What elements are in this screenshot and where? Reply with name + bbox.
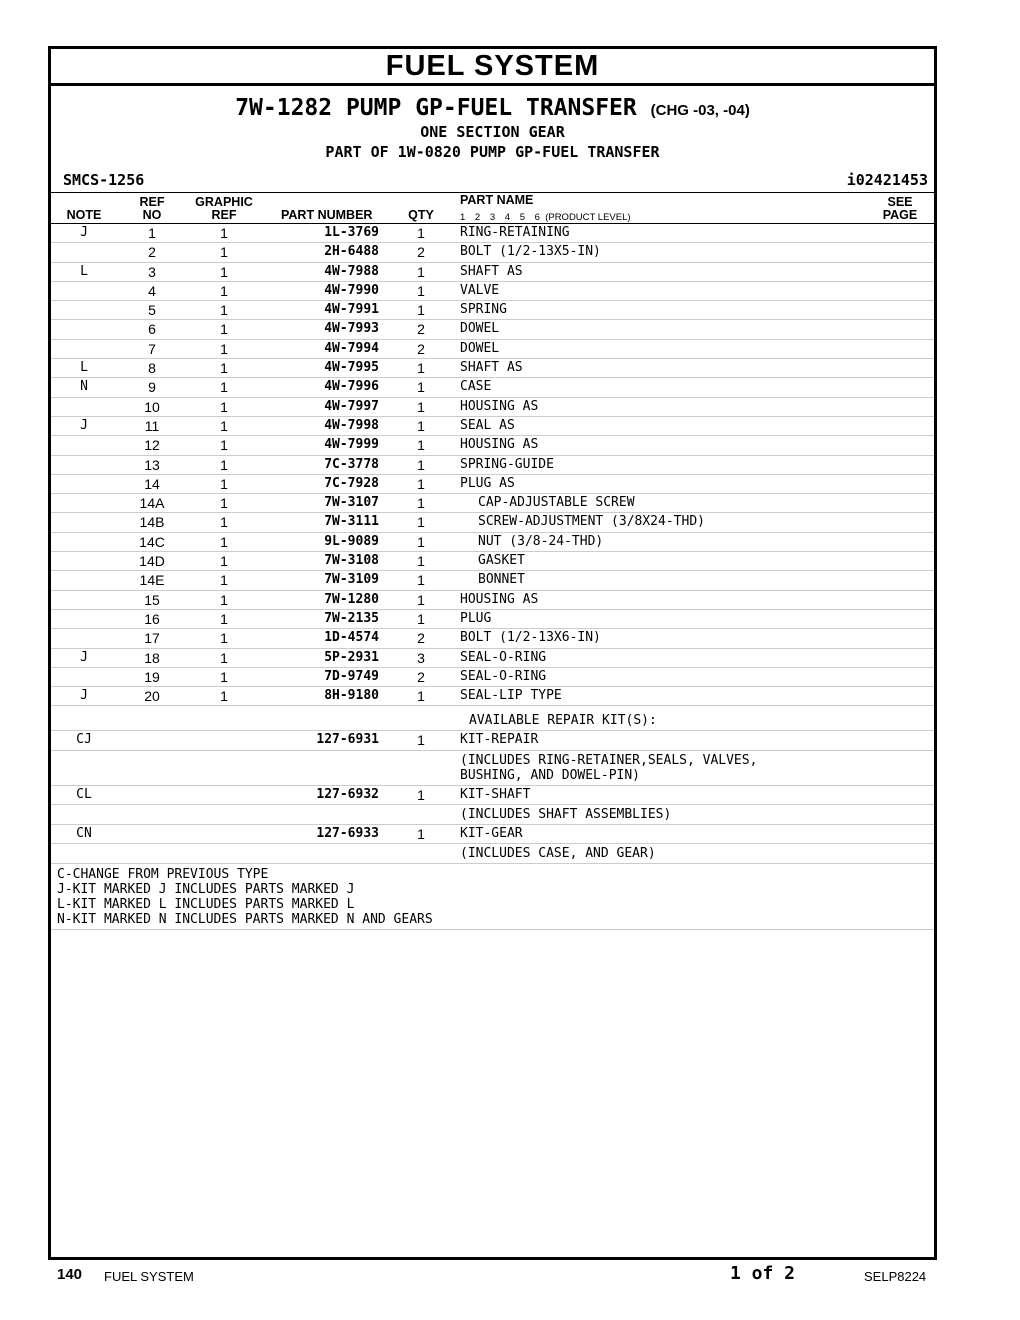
kits-heading: AVAILABLE REPAIR KIT(S): [469, 713, 657, 729]
ref-no-cell: 17 [144, 630, 160, 647]
graphic-ref-cell: 1 [220, 668, 228, 685]
part-name-cell: PLUG AS [460, 475, 515, 491]
table-row [51, 571, 934, 590]
footnote: L-KIT MARKED L INCLUDES PARTS MARKED L [57, 897, 355, 913]
kits-heading-row [51, 706, 934, 731]
qty-cell: 2 [417, 340, 425, 357]
qty-cell: 1 [417, 553, 425, 570]
part-number-cell: 4W-7996 [324, 379, 379, 395]
part-number-cell: 4W-7990 [324, 282, 379, 298]
kit-row [51, 786, 934, 805]
part-number-cell: 8H-9180 [324, 688, 379, 704]
doc-id: i02421453 [846, 171, 928, 189]
kit-description [460, 753, 757, 783]
part-name-cell: SPRING-GUIDE [460, 456, 554, 472]
qty-cell: 1 [417, 379, 425, 396]
graphic-ref-cell: 1 [220, 282, 228, 299]
header-see-page [880, 196, 920, 222]
part-number-cell: 5P-2931 [324, 649, 379, 665]
part-number-cell: 7C-7928 [324, 475, 379, 491]
part-name-cell: VALVE [460, 282, 500, 298]
doc-code: SELP8224 [864, 1269, 927, 1284]
header-graphic-ref [187, 196, 261, 222]
smcs-code: SMCS-1256 [63, 171, 145, 189]
qty-cell: 2 [417, 244, 425, 261]
table-row [51, 668, 934, 687]
qty-cell: 1 [417, 826, 425, 843]
part-name-cell: CASE [460, 379, 492, 395]
qty-cell: 1 [417, 282, 425, 299]
graphic-ref-cell: 1 [220, 244, 228, 261]
graphic-ref-cell: 1 [220, 475, 228, 492]
header-part-name: PART NAME [460, 193, 534, 207]
graphic-ref-cell: 1 [220, 688, 228, 705]
part-name-cell: CAP-ADJUSTABLE SCREW [478, 495, 635, 511]
part-number-cell: 4W-7995 [324, 360, 379, 376]
part-number-cell: 4W-7999 [324, 437, 379, 453]
note-cell: CN [76, 826, 92, 842]
part-number-cell: 1D-4574 [324, 630, 379, 646]
note-cell: J [80, 417, 88, 433]
page-number: 140 [57, 1266, 83, 1283]
kit-description-line: (INCLUDES RING-RETAINER,SEALS, VALVES, [460, 752, 758, 768]
ref-no-cell: 14 [144, 475, 160, 492]
kit-description-line: BUSHING, AND DOWEL-PIN) [460, 767, 641, 783]
part-name-cell: BOLT (1/2-13X6-IN) [460, 630, 601, 646]
table-row [51, 552, 934, 571]
footnotes [51, 864, 934, 930]
ref-no-cell: 14D [139, 553, 165, 570]
table-row [51, 456, 934, 475]
table-row [51, 340, 934, 359]
graphic-ref-cell: 1 [220, 302, 228, 319]
kit-description-row [51, 844, 934, 864]
qty-cell: 1 [417, 225, 425, 241]
part-number-cell: 7W-3109 [324, 572, 379, 588]
table-row [51, 417, 934, 436]
table-row [51, 591, 934, 610]
part-number-cell: 7D-9749 [324, 668, 379, 684]
part-name-cell: HOUSING AS [460, 591, 539, 607]
kit-row [51, 731, 934, 750]
ref-no-cell: 19 [144, 668, 160, 685]
ref-no-cell: 9 [148, 379, 156, 396]
part-name-cell: KIT-REPAIR [460, 732, 539, 748]
subtitle-1: ONE SECTION GEAR [420, 123, 565, 141]
ref-no-cell: 13 [144, 456, 160, 473]
header-part-number: PART NUMBER [281, 208, 373, 222]
kit-description-row [51, 805, 934, 825]
ref-no-cell: 5 [148, 302, 156, 319]
qty-cell: 1 [417, 610, 425, 627]
table-row [51, 513, 934, 532]
ref-no-cell: 14C [139, 533, 165, 550]
part-number-cell: 7W-3107 [324, 495, 379, 511]
header-ref-no [117, 196, 187, 222]
part-number-cell: 7W-3111 [324, 514, 379, 530]
note-cell: L [80, 360, 88, 376]
qty-cell: 1 [417, 591, 425, 608]
part-number-cell: 4W-7997 [324, 398, 379, 414]
ref-no-cell: 6 [148, 321, 156, 338]
graphic-ref-cell: 1 [220, 533, 228, 550]
table-row [51, 378, 934, 397]
part-number-cell: 7W-3108 [324, 553, 379, 569]
note-cell: CJ [76, 732, 92, 748]
graphic-ref-cell: 1 [220, 456, 228, 473]
part-name-cell: HOUSING AS [460, 398, 539, 414]
kit-description-line: (INCLUDES CASE, AND GEAR) [460, 846, 656, 862]
graphic-ref-cell: 1 [220, 553, 228, 570]
qty-cell: 2 [417, 630, 425, 647]
smcs-row [51, 168, 934, 192]
page-of: 1 of 2 [730, 1263, 796, 1284]
qty-cell: 1 [417, 456, 425, 473]
ref-no-cell: 4 [148, 282, 156, 299]
table-row [51, 436, 934, 455]
qty-cell: 2 [417, 668, 425, 685]
kit-description-line: (INCLUDES SHAFT ASSEMBLIES) [460, 807, 672, 823]
ref-no-cell: 2 [148, 244, 156, 261]
header-graphic-ref-line1: GRAPHIC [195, 195, 253, 209]
graphic-ref-cell: 1 [220, 591, 228, 608]
footnote: C-CHANGE FROM PREVIOUS TYPE [57, 867, 269, 883]
part-name-cell: DOWEL [460, 340, 500, 356]
graphic-ref-cell: 1 [220, 379, 228, 396]
graphic-ref-cell: 1 [220, 340, 228, 357]
header-note: NOTE [66, 208, 102, 222]
qty-cell: 1 [417, 302, 425, 319]
qty-cell: 1 [417, 263, 425, 280]
subtitle-2: PART OF 1W-0820 PUMP GP-FUEL TRANSFER [325, 143, 660, 161]
graphic-ref-cell: 1 [220, 417, 228, 434]
part-name-cell: BONNET [478, 572, 525, 588]
ref-no-cell: 16 [144, 610, 160, 627]
part-number-cell: 4W-7994 [324, 340, 379, 356]
ref-no-cell: 20 [144, 688, 160, 705]
part-number-cell: 127-6933 [316, 826, 379, 842]
part-name-cell: KIT-SHAFT [460, 786, 531, 802]
ref-no-cell: 11 [144, 417, 160, 434]
table-row [51, 629, 934, 648]
part-number-cell: 1L-3769 [324, 225, 379, 240]
qty-cell: 1 [417, 398, 425, 415]
qty-cell: 1 [417, 475, 425, 492]
parts-list [51, 224, 934, 706]
graphic-ref-cell: 1 [220, 263, 228, 280]
qty-cell: 1 [417, 417, 425, 434]
note-cell: J [80, 225, 88, 240]
header-product-level-label: (PRODUCT LEVEL) [545, 212, 631, 223]
header-see-page-line1: SEE [887, 195, 913, 209]
graphic-ref-cell: 1 [220, 321, 228, 338]
graphic-ref-cell: 1 [220, 630, 228, 647]
page-footer [0, 1262, 1020, 1292]
footnote: N-KIT MARKED N INCLUDES PARTS MARKED N AND GEARS [57, 912, 433, 928]
table-row [51, 282, 934, 301]
part-number-cell: 2H-6488 [324, 244, 379, 260]
part-name-cell: SEAL-O-RING [460, 668, 547, 684]
qty-cell: 1 [417, 572, 425, 589]
kit-description [460, 807, 671, 822]
part-name-cell: SHAFT AS [460, 263, 523, 279]
group-change: (CHG -03, -04) [650, 102, 750, 119]
qty-cell: 1 [417, 437, 425, 454]
qty-cell: 1 [417, 688, 425, 705]
ref-no-cell: 18 [144, 649, 160, 666]
graphic-ref-cell: 1 [220, 514, 228, 531]
qty-cell: 1 [417, 495, 425, 512]
kit-description [460, 846, 656, 861]
qty-cell: 3 [417, 649, 425, 666]
part-name-cell: DOWEL [460, 321, 500, 337]
qty-cell: 1 [417, 360, 425, 377]
kit-row [51, 825, 934, 844]
part-name-cell: SEAL AS [460, 417, 515, 433]
page-frame [48, 46, 937, 1260]
qty-cell: 1 [417, 732, 425, 749]
table-row [51, 359, 934, 378]
table-row [51, 687, 934, 706]
part-number-cell: 4W-7993 [324, 321, 379, 337]
note-cell: CL [76, 786, 92, 802]
table-row [51, 533, 934, 552]
part-name-cell: SEAL-LIP TYPE [460, 688, 562, 704]
ref-no-cell: 14E [139, 572, 165, 589]
part-number-cell: 4W-7988 [324, 263, 379, 279]
part-name-cell: HOUSING AS [460, 437, 539, 453]
part-number-cell: 9L-9089 [324, 533, 379, 549]
header-graphic-ref-line2: REF [211, 208, 237, 222]
table-row [51, 263, 934, 282]
graphic-ref-cell: 1 [220, 610, 228, 627]
qty-cell: 1 [417, 533, 425, 550]
part-number-cell: 7C-3778 [324, 456, 379, 472]
table-row [51, 475, 934, 494]
kit-description-row [51, 751, 934, 786]
table-row [51, 398, 934, 417]
ref-no-cell: 14A [139, 495, 165, 512]
table-row [51, 610, 934, 629]
table-row [51, 243, 934, 262]
table-row [51, 494, 934, 513]
part-name-cell: RING-RETAINING [460, 225, 570, 240]
note-cell: J [80, 688, 88, 704]
graphic-ref-cell: 1 [220, 360, 228, 377]
qty-cell: 2 [417, 321, 425, 338]
header-see-page-line2: PAGE [882, 208, 918, 222]
note-cell: N [80, 379, 88, 395]
ref-no-cell: 8 [148, 360, 156, 377]
part-number-cell: 4W-7991 [324, 302, 379, 318]
table-row [51, 224, 934, 243]
part-name-cell: PLUG [460, 610, 492, 626]
part-number-cell: 4W-7998 [324, 417, 379, 433]
part-name-cell: NUT (3/8-24-THD) [478, 533, 604, 549]
header-product-level [460, 211, 631, 224]
ref-no-cell: 3 [148, 263, 156, 280]
header-levels: 1 2 3 4 5 6 [460, 212, 540, 223]
footnote: J-KIT MARKED J INCLUDES PARTS MARKED J [57, 882, 355, 898]
header-qty: QTY [408, 208, 434, 222]
group-title-text: 7W-1282 PUMP GP-FUEL TRANSFER [235, 95, 637, 121]
part-name-cell: BOLT (1/2-13X5-IN) [460, 244, 601, 260]
graphic-ref-cell: 1 [220, 649, 228, 666]
header-ref-no-line2: NO [142, 208, 162, 222]
part-number-cell: 7W-2135 [324, 610, 379, 626]
graphic-ref-cell: 1 [220, 572, 228, 589]
part-name-cell: SHAFT AS [460, 360, 523, 376]
note-cell: J [80, 649, 88, 665]
graphic-ref-cell: 1 [220, 437, 228, 454]
part-number-cell: 127-6931 [316, 732, 379, 748]
ref-no-cell: 10 [144, 398, 160, 415]
part-name-cell: SPRING [460, 302, 507, 318]
qty-cell: 1 [417, 514, 425, 531]
part-name-cell: KIT-GEAR [460, 826, 523, 842]
part-name-cell: SCREW-ADJUSTMENT (3/8X24-THD) [478, 514, 705, 530]
group-title [51, 94, 934, 122]
table-header [51, 192, 934, 224]
qty-cell: 1 [417, 786, 425, 803]
part-name-cell: GASKET [478, 553, 525, 569]
ref-no-cell: 1 [148, 225, 156, 241]
ref-no-cell: 12 [144, 437, 160, 454]
part-name-cell: SEAL-O-RING [460, 649, 547, 665]
section-title: FUEL SYSTEM [51, 49, 934, 86]
part-number-cell: 7W-1280 [324, 591, 379, 607]
ref-no-cell: 15 [144, 591, 160, 608]
graphic-ref-cell: 1 [220, 495, 228, 512]
ref-no-cell: 14B [139, 514, 165, 531]
footer-section: FUEL SYSTEM [104, 1269, 194, 1284]
ref-no-cell: 7 [148, 340, 156, 357]
note-cell: L [80, 263, 88, 279]
table-row [51, 320, 934, 339]
table-row [51, 301, 934, 320]
graphic-ref-cell: 1 [220, 225, 228, 241]
header-ref-no-line1: REF [139, 195, 165, 209]
part-number-cell: 127-6932 [316, 786, 379, 802]
kit-list [51, 731, 934, 864]
table-row [51, 649, 934, 668]
graphic-ref-cell: 1 [220, 398, 228, 415]
